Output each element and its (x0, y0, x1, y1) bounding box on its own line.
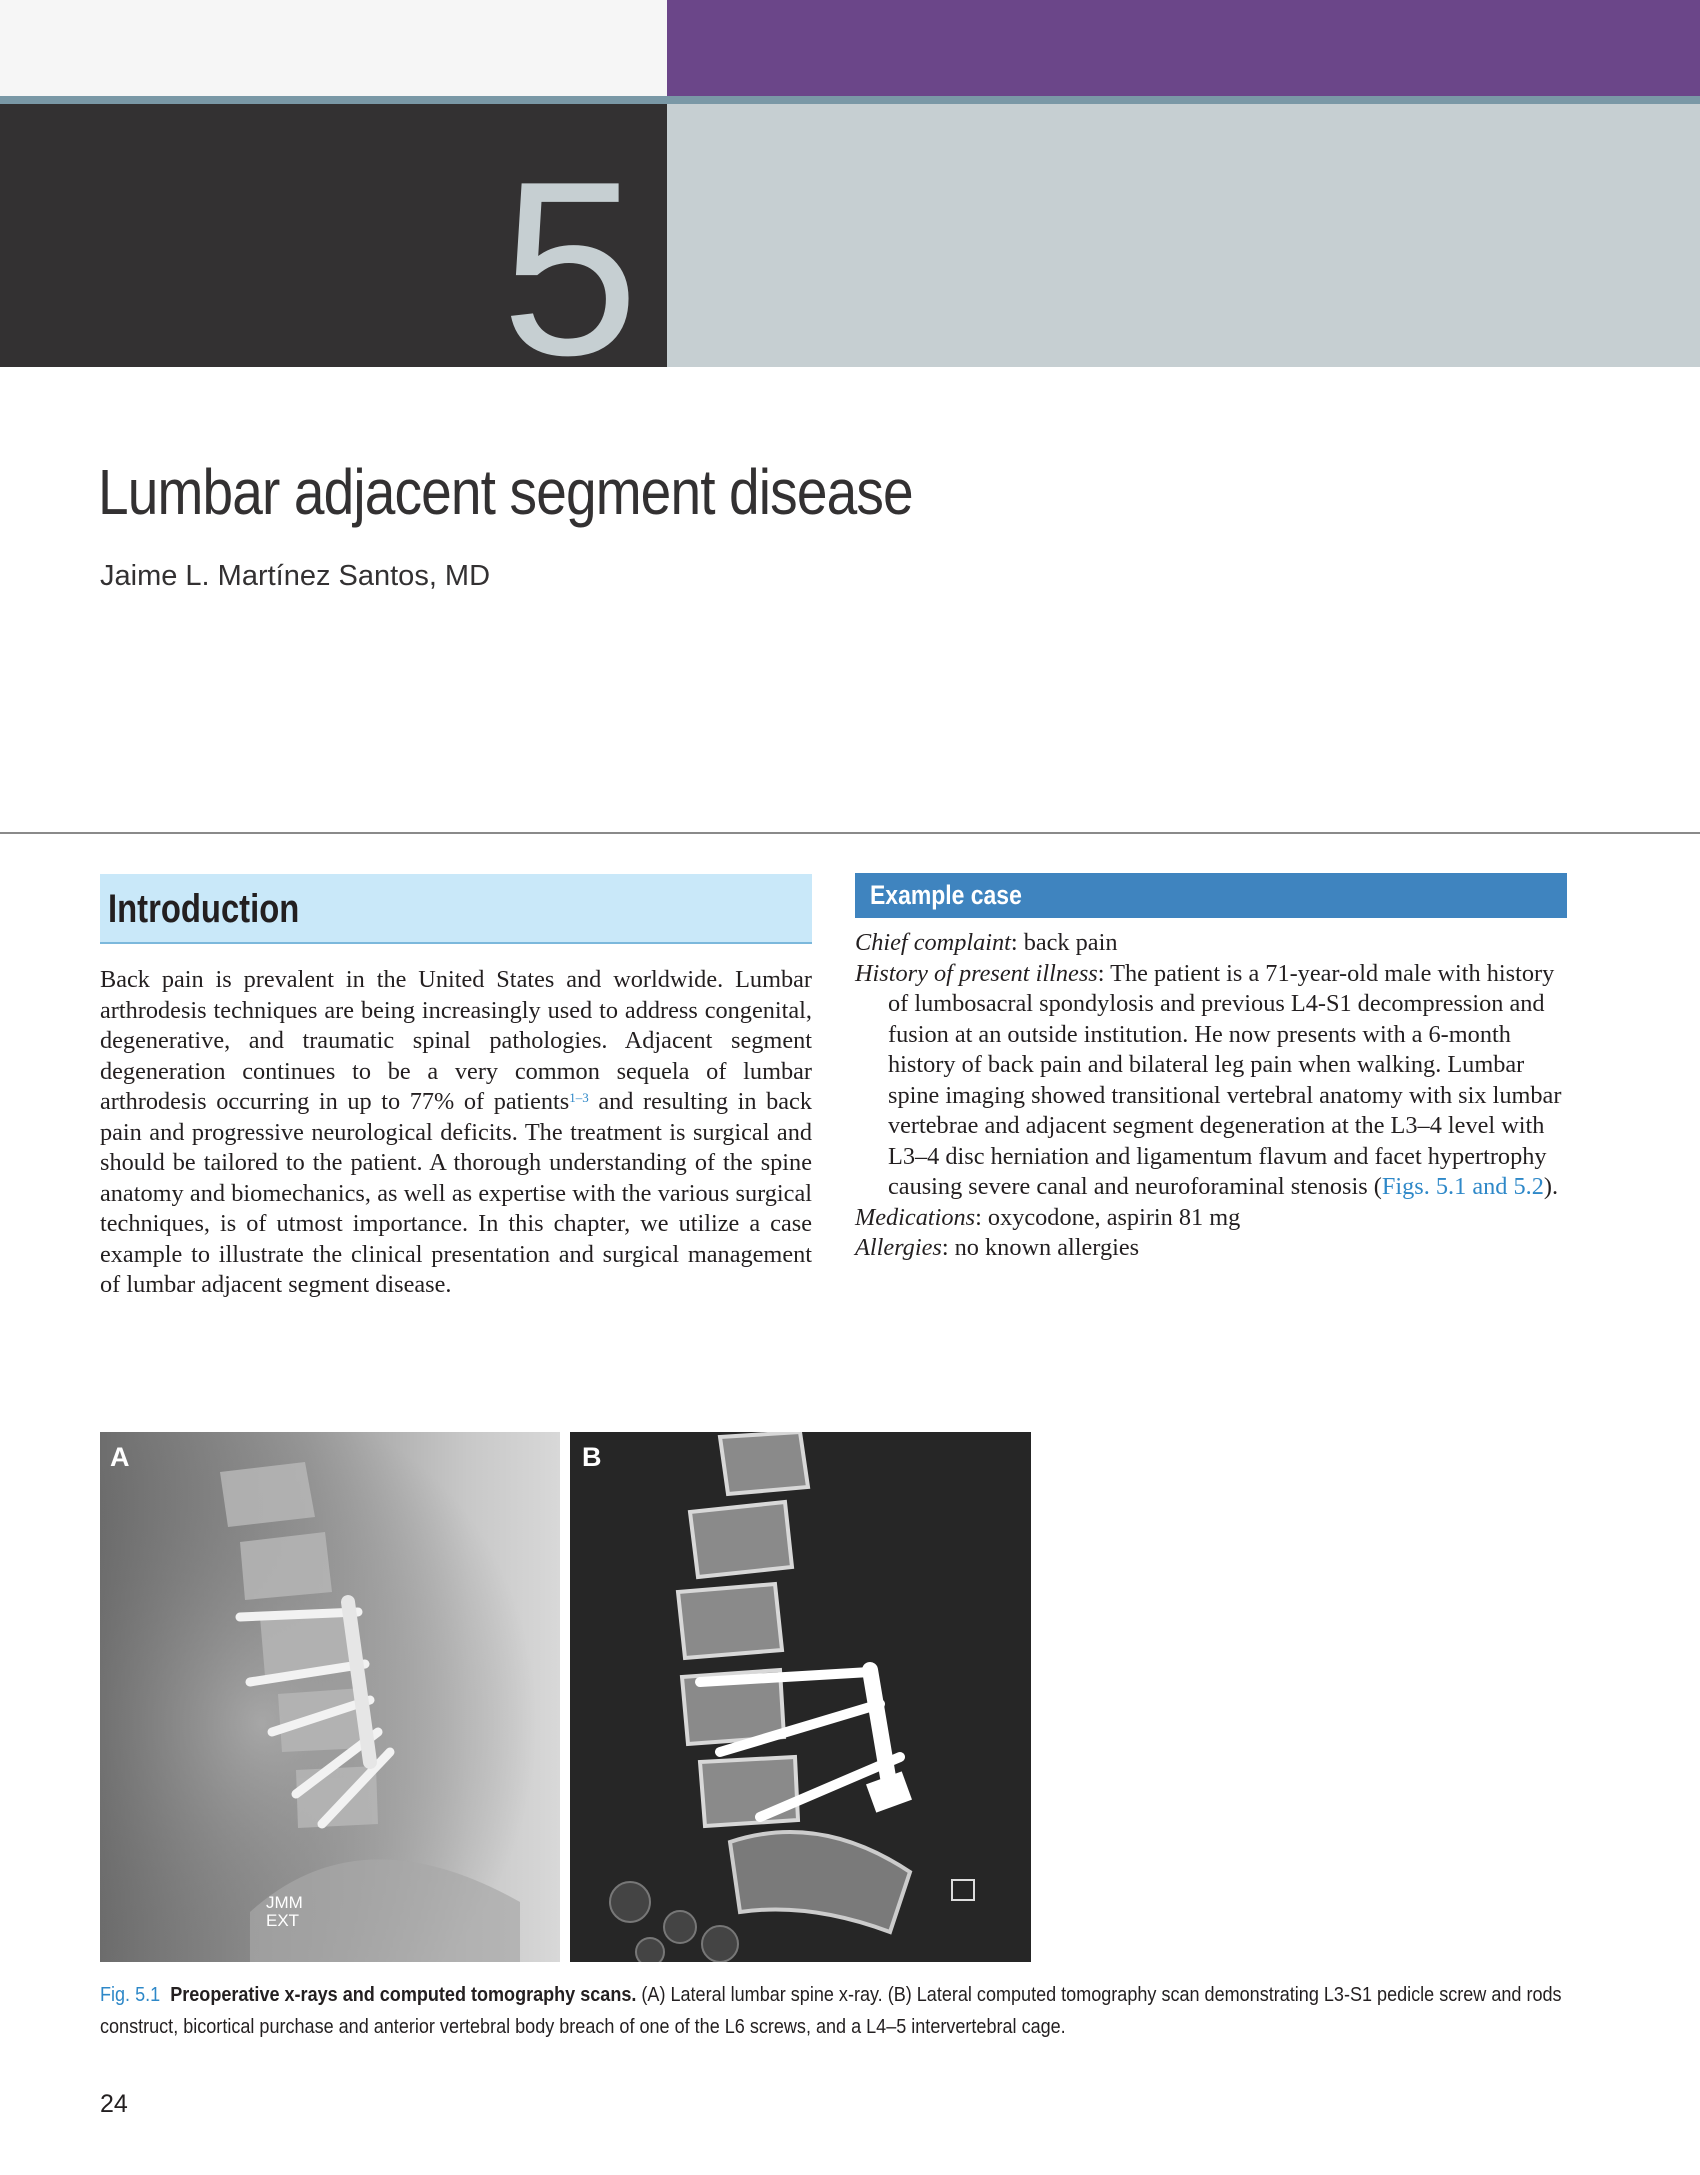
medications (855, 1203, 1567, 1234)
introduction-heading: Introduction (108, 887, 300, 931)
figure-caption (100, 1979, 1570, 2043)
chapter-number: 5 (501, 143, 639, 367)
chief-complaint (855, 928, 1567, 959)
xray-image (100, 1432, 560, 1962)
introduction-text-part2: and resulting in back pain and progressive neurological deficits. The treatment is surgical and should be tailored to the patient. A thorough understanding of the spine anatomy and biomechanics, as well as expertise with the various surgical techniques, is of utmost importance. In this chapter, we utilize a case example to illustrate the clinical presentation and surgical management of lumbar adjacent segment disease. (100, 1088, 812, 1298)
chief-complaint-label: Chief complaint (855, 929, 1011, 956)
hpi-end: ). (1543, 1173, 1559, 1200)
header-band-purple (667, 0, 1700, 96)
chief-complaint-value: : back pain (1010, 929, 1118, 956)
header-rule (0, 96, 1700, 104)
introduction-paragraph (100, 965, 812, 1301)
allergies-value: : no known allergies (941, 1234, 1140, 1261)
citation-link[interactable]: 1–3 (569, 1090, 589, 1105)
caption-title: Preoperative x-rays and computed tomography scans. (170, 1983, 637, 2006)
panel-a-letter: A (110, 1442, 130, 1472)
medications-label: Medications (855, 1203, 976, 1231)
caption-text: (A) Lateral lumbar spine x-ray. (B) Lateral computed tomography scan demonstrating L3-S1 pedicle screw and rods construct, bicortical purchase and anterior vertebral body breach of one of the L6 screws, and a L4–5 intervertebral cage. (100, 1983, 1562, 2038)
hpi-text: : The patient is a 71-year-old male with history of lumbosacral spondylosis and previous L4-S1 decompression and fusion at an outside institution. He now presents with a 6-month history of back pain and bilateral leg pain when walking. Lumbar spine imaging showed transitional vertebral anatomy with six lumbar vertebrae and adjacent segment degeneration at the L3–4 level with L3–4 disc herniation and ligamentum flavum and facet hypertrophy causing severe canal and neuroforaminal stenosis ( (888, 959, 1562, 1200)
page-number: 24 (100, 2090, 128, 2118)
author-name: Jaime L. Martínez Santos, MD (100, 560, 491, 592)
figure-panel-b-ct (570, 1432, 1031, 1962)
example-case-body (855, 928, 1567, 1264)
xray-marker-label (266, 1894, 303, 1930)
header-band-light (0, 0, 667, 96)
ct-scan-image (570, 1432, 1031, 1962)
section-divider (0, 832, 1700, 834)
hpi-label: History of present illness (855, 959, 1098, 987)
caption-figure-number: Fig. 5.1 (100, 1983, 161, 2006)
allergies-label: Allergies (855, 1234, 942, 1261)
example-case-heading: Example case (870, 880, 1022, 910)
history-present-illness (855, 959, 1567, 1203)
figure-panel-a-xray (100, 1432, 560, 1962)
example-case-heading-band (855, 873, 1567, 918)
introduction-heading-band (100, 874, 812, 944)
allergies (855, 1233, 1567, 1264)
figure-link[interactable]: Figs. 5.1 and 5.2 (1381, 1173, 1544, 1200)
chapter-title: Lumbar adjacent segment disease (98, 456, 913, 528)
xray-marker-line2: EXT (266, 1911, 300, 1930)
medications-value: : oxycodone, aspirin 81 mg (975, 1203, 1241, 1231)
panel-b-letter: B (582, 1442, 602, 1472)
introduction-text-part1: Back pain is prevalent in the United States and worldwide. Lumbar arthrodesis techniques are being increasingly used to address congenital, degenerative, and traumatic spinal pathologies. Adjacent segment degeneration continues to be a very common sequela of lumbar arthrodesis occurring in up to 77% of patients (100, 966, 812, 1115)
header-block-gray (667, 104, 1700, 367)
xray-marker-line1: JMM (266, 1893, 303, 1912)
